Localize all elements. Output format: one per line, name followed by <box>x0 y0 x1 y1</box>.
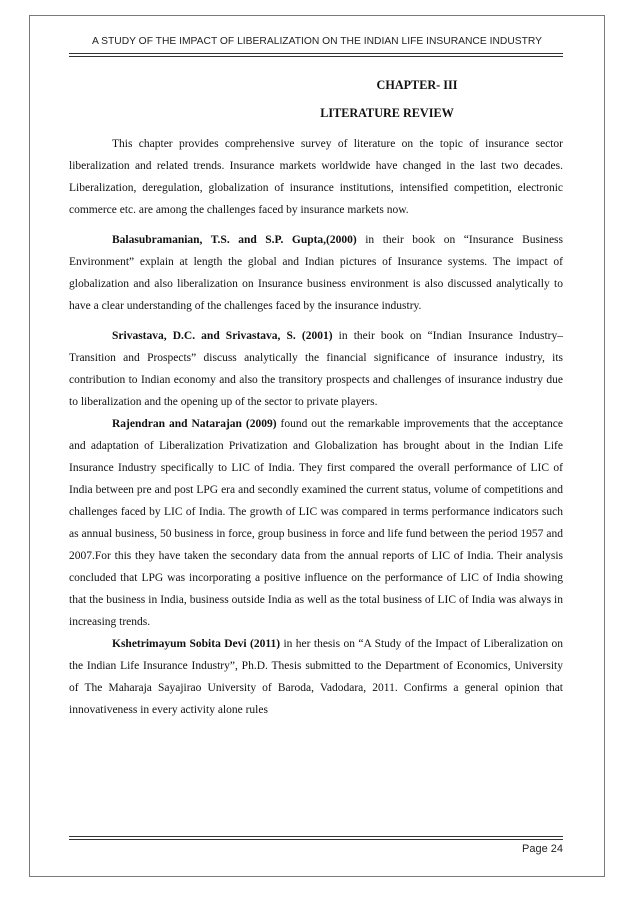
header-rule-thick <box>69 53 563 54</box>
paragraph-text: This chapter provides comprehensive survey of literature on the topic of insurance sector liberalization and related trends. Insurance markets worldwide have changed in the last two decades. Liberalization, deregulation, globalization of insurance institutions, intensified competition, electronic commerce etc. are among the challenges faced by insurance markets now. <box>69 138 563 216</box>
footer-rule-thick <box>69 836 563 837</box>
paragraph-intro <box>69 133 563 221</box>
header-rule-thin <box>69 56 563 57</box>
paragraph-review <box>69 413 563 633</box>
footer-rule-thin <box>69 839 563 840</box>
paragraph-author: Rajendran and Natarajan (2009) <box>112 418 277 430</box>
paragraph-text: in their book on “Indian Insurance Industry–Transition and Prospects” discuss analytically the financial significance of insurance industry, its contribution to Indian economy and also the transitory prospects and challenges of insurance industry due to liberalization and the opening up of the sector to private players. <box>69 330 563 408</box>
paragraph-text: found out the remarkable improvements that the acceptance and adaptation of Liberalization Privatization and Globalization has brought about in the Indian Life Insurance Industry specifically to LIC of India. They first compared the overall performance of LIC of India between pre and post LPG era and secondly examined the current status, volume of competitions and challenges faced by LIC of India. The growth of LIC was compared in terms performance indicators such as annual business, 50 business in force, group business in force and life fund between the period 1957 and 2007.For this they have taken the secondary data from the annual reports of LIC of India. Their analysis concluded that LPG was incorporating a positive influence on the performance of LIC of India showing that the business in India, business outside India as well as the total business of LIC of India was always in increasing trends. <box>69 418 563 628</box>
paragraph-review <box>69 325 563 413</box>
page-number: Page 24 <box>522 843 563 855</box>
paragraph-review <box>69 229 563 317</box>
paragraph-text: in her thesis on “A Study of the Impact of Liberalization on the Indian Life Insurance Industry”, Ph.D. Thesis submitted to the Department of Economics, University of The Maharaja Sayajirao University of Baroda, Vadodara, 2011. Confirms a general opinion that innovativeness in every activity alone rules <box>69 638 563 716</box>
chapter-title: LITERATURE REVIEW <box>320 106 454 120</box>
paragraph-text: in their book on “Insurance Business Environment” explain at length the global and Indian pictures of Insurance systems. The impact of globalization and also liberalization on Insurance business environment is also discussed analytically to have a clear understanding of the challenges faced by the insurance industry. <box>69 234 563 312</box>
chapter-number: CHAPTER- III <box>376 78 458 92</box>
paragraph-review <box>69 633 563 721</box>
running-header: A STUDY OF THE IMPACT OF LIBERALIZATION ON THE INDIAN LIFE INSURANCE INDUSTRY <box>91 36 543 47</box>
paragraph-author: Srivastava, D.C. and Srivastava, S. (2001) <box>112 330 333 342</box>
paragraph-author: Balasubramanian, T.S. and S.P. Gupta,(2000) <box>112 234 357 246</box>
body-text <box>69 133 563 721</box>
paragraph-author: Kshetrimayum Sobita Devi (2011) <box>112 638 281 650</box>
